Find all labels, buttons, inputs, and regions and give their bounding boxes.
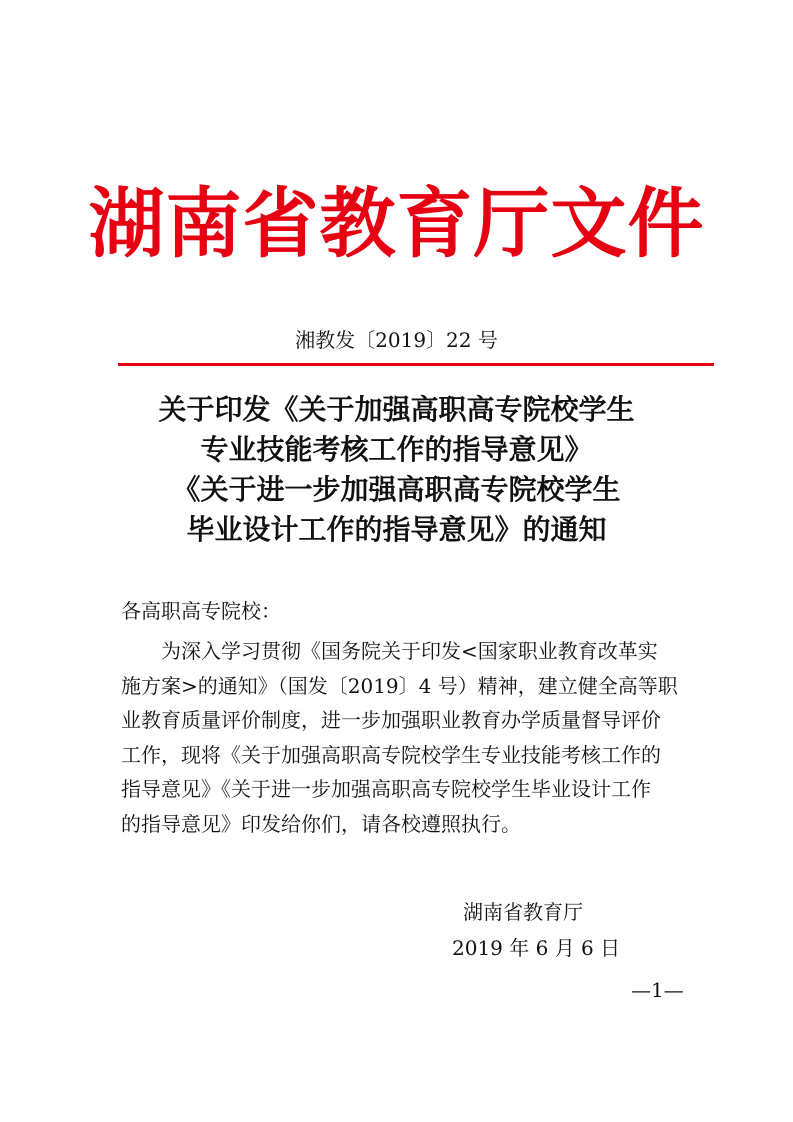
body-line: 施方案>的通知》（国发〔2019〕4 号）精神，建立健全高等职 bbox=[121, 673, 678, 698]
body-line: 为深入学习贯彻《国务院关于印发<国家职业教育改革实 bbox=[161, 639, 658, 663]
body-line: 业教育质量评价制度，进一步加强职业教育办学质量督导评价 bbox=[121, 708, 661, 732]
document-title bbox=[0, 390, 793, 550]
title-line: 专业技能考核工作的指导意见》 bbox=[200, 433, 593, 466]
signature-date: 2019 年 6 月 6 日 bbox=[452, 936, 621, 960]
title-line: 毕业设计工作的指导意见》的通知 bbox=[186, 513, 607, 546]
salutation: 各高职高专院校： bbox=[121, 599, 281, 623]
body-line: 工作，现将《关于加强高职高专院校学生专业技能考核工作的 bbox=[121, 742, 661, 767]
body-paragraph bbox=[121, 634, 676, 841]
body-line: 指导意见》《关于进一步加强高职高专院校学生毕业设计工作 bbox=[121, 777, 651, 801]
body-line: 的指导意见》印发给你们，请各校遵照执行。 bbox=[121, 811, 521, 836]
page-number: —1— bbox=[631, 978, 684, 1002]
title-line: 关于印发《关于加强高职高专院校学生 bbox=[158, 393, 635, 426]
document-number: 湘教发〔2019〕22 号 bbox=[295, 328, 498, 352]
red-divider-line bbox=[118, 363, 714, 366]
document-masthead: 湖南省教育厅文件 bbox=[88, 179, 705, 268]
signature-organization: 湖南省教育厅 bbox=[463, 900, 583, 924]
title-line: 《关于进一步加强高职高专院校学生 bbox=[172, 473, 621, 506]
